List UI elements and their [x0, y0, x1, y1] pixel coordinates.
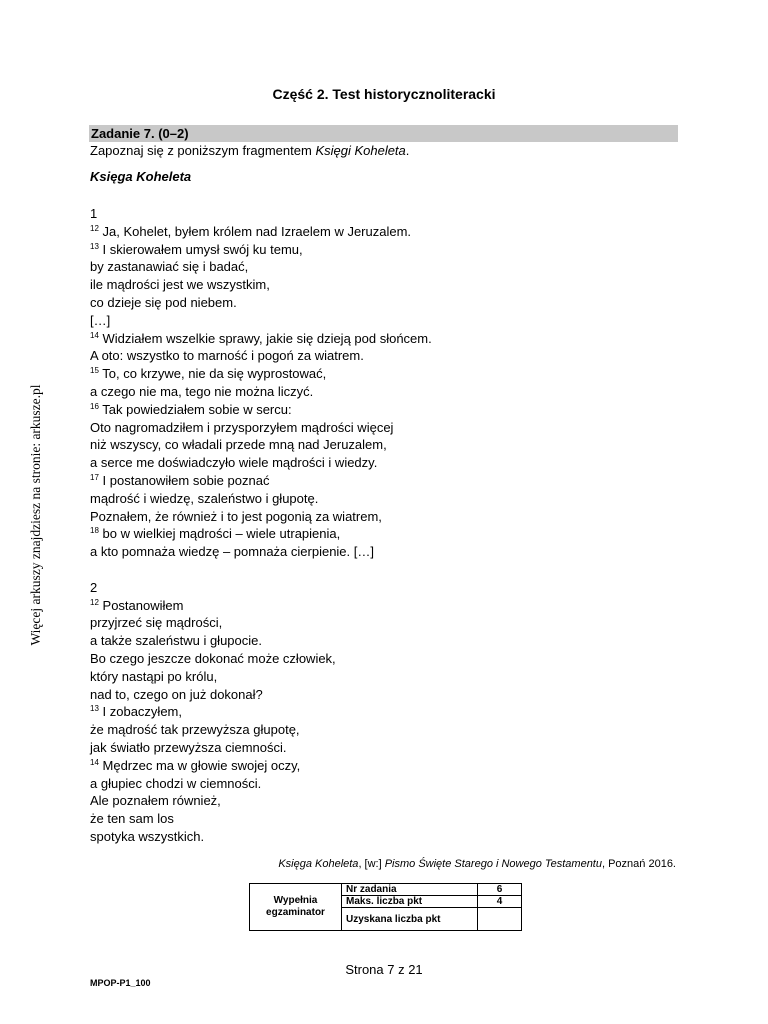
verse-number: 13: [90, 241, 99, 251]
poem-line: [90, 241, 432, 259]
verse-number: 12: [90, 597, 99, 607]
poem-line: [90, 276, 432, 294]
section-heading: Część 2. Test historycznoliteracki: [272, 86, 496, 102]
poem-line: [90, 223, 432, 241]
verse-number: 17: [90, 472, 99, 482]
source-title: Księga Koheleta: [278, 858, 359, 870]
verse-text: 1: [90, 206, 98, 221]
book-title: Księga Koheleta: [90, 169, 192, 184]
poem-line: [90, 454, 432, 472]
verse-text: który nastąpi po królu,: [90, 668, 218, 684]
poem-line: [90, 258, 432, 276]
poem-line: [90, 614, 432, 632]
verse-text: I postanowiłem sobie poznać: [98, 472, 270, 488]
verse-text: niż wszyscy, co władali przede mną nad Jeruzalem,: [90, 437, 387, 453]
poem-line: [90, 347, 432, 365]
verse-text: by zastanawiać się i badać,: [90, 259, 249, 275]
verse-number: 16: [90, 401, 99, 411]
verse-text: a kto pomnaża wiedzę – pomnaża cierpienie. […]: [90, 544, 374, 560]
poem-line: [90, 757, 432, 775]
verse-text: 2: [90, 579, 98, 595]
source-citation: [278, 858, 676, 870]
verse-text: […]: [90, 312, 111, 328]
verse-text: że ten sam los: [90, 811, 174, 827]
verse-number: 18: [90, 526, 99, 536]
poem-line: [90, 650, 432, 668]
task-label-bar: Zadanie 7. (0–2): [89, 125, 678, 142]
poem-line: [90, 597, 432, 615]
verse-number: 12: [90, 223, 99, 233]
verse-text: bo w wielkiej mądrości – wiele utrapienia,: [98, 526, 341, 542]
poem-line: [90, 436, 432, 454]
page-number: Strona 7 z 21: [345, 962, 423, 977]
verse-text: nad to, czego on już dokonał?: [90, 686, 263, 702]
poem-line: [90, 739, 432, 757]
verse-text: a serce me doświadczyło wiele mądrości i wiedzy.: [90, 455, 378, 471]
poem-line: [90, 419, 432, 437]
poem-line: [90, 365, 432, 383]
verse-text: Bo czego jeszcze dokonać może człowiek,: [90, 650, 336, 666]
poem-line: [90, 721, 432, 739]
obtained-points-label: Uzyskana liczba pkt: [342, 908, 478, 931]
poem-text: [90, 205, 432, 846]
poem-line: [90, 543, 432, 561]
verse-text: co dzieje się pod niebem.: [90, 294, 237, 310]
poem-line: [90, 686, 432, 704]
verse-text: Widziałem wszelkie sprawy, jakie się dzieją pod słońcem.: [98, 330, 432, 346]
verse-text: jak światło przewyższa ciemności.: [90, 739, 287, 755]
verse-number: 14: [90, 330, 99, 340]
task-number-value: 6: [478, 884, 522, 896]
verse-text: a czego nie ma, tego nie można liczyć.: [90, 383, 314, 399]
verse-text: a głupiec chodzi w ciemności.: [90, 775, 262, 791]
poem-line: [90, 828, 432, 846]
poem-line: [90, 490, 432, 508]
verse-text: A oto: wszystko to marność i pogoń za wiatrem.: [90, 348, 364, 364]
poem-line: [90, 792, 432, 810]
task-instruction: [90, 143, 409, 159]
poem-line: [90, 205, 432, 223]
verse-text: Poznałem, że również i to jest pogonią za wiatrem,: [90, 508, 382, 524]
score-table: [249, 883, 522, 931]
instruction-book-title: Księgi Koheleta: [315, 143, 406, 158]
poem-line: [90, 775, 432, 793]
verse-text: I zobaczyłem,: [98, 704, 182, 720]
verse-text: spotyka wszystkich.: [90, 828, 205, 844]
verse-text: Oto nagromadziłem i przysporzyłem mądrości więcej: [90, 419, 394, 435]
poem-line: [90, 668, 432, 686]
verse-number: 14: [90, 757, 99, 767]
task-number-label: Nr zadania: [342, 884, 478, 896]
examiner-cell: Wypełnia egzaminator: [250, 884, 342, 931]
poem-line: [90, 703, 432, 721]
max-points-value: 4: [478, 896, 522, 908]
source-place-year: , Poznań 2016.: [601, 858, 676, 870]
verse-text: że mądrość tak przewyższa głupotę,: [90, 722, 300, 738]
verse-text: To, co krzywe, nie da się wyprostować,: [98, 366, 327, 382]
verse-text: Postanowiłem: [98, 597, 184, 613]
source-in: , [w:]: [358, 858, 385, 870]
poem-line: [90, 472, 432, 490]
poem-line: [90, 810, 432, 828]
verse-text: ile mądrości jest we wszystkim,: [90, 277, 270, 293]
poem-line: [90, 383, 432, 401]
poem-line: [90, 401, 432, 419]
obtained-points-field[interactable]: [478, 908, 522, 931]
verse-text: Ja, Kohelet, byłem królem nad Izraelem w Jeruzalem.: [98, 223, 412, 239]
source-collection: Pismo Święte Starego i Nowego Testamentu: [384, 858, 602, 870]
instruction-period: .: [405, 143, 410, 158]
verse-number: 13: [90, 704, 99, 714]
poem-line: [90, 561, 432, 579]
instruction-text: Zapoznaj się z poniższym fragmentem: [90, 143, 316, 158]
poem-line: [90, 312, 432, 330]
verse-text: Tak powiedziałem sobie w sercu:: [98, 401, 292, 417]
poem-line: [90, 508, 432, 526]
max-points-label: Maks. liczba pkt: [342, 896, 478, 908]
poem-line: [90, 632, 432, 650]
poem-line: [90, 525, 432, 543]
poem-line: [90, 579, 432, 597]
poem-line: [90, 294, 432, 312]
verse-text: Mędrzec ma w głowie swojej oczy,: [98, 757, 301, 773]
verse-text: mądrość i wiedzę, szaleństwo i głupotę.: [90, 490, 319, 506]
exam-code: MPOP-P1_100: [90, 978, 151, 988]
verse-text: a także szaleństwu i głupocie.: [90, 633, 262, 649]
verse-text: przyjrzeć się mądrości,: [90, 615, 223, 631]
side-watermark-note: Więcej arkuszy znajdziesz na stronie: arkusze.pl: [28, 384, 43, 646]
poem-line: [90, 330, 432, 348]
verse-number: 15: [90, 366, 99, 376]
verse-text: Ale poznałem również,: [90, 793, 221, 809]
verse-text: I skierowałem umysł swój ku temu,: [98, 241, 303, 257]
